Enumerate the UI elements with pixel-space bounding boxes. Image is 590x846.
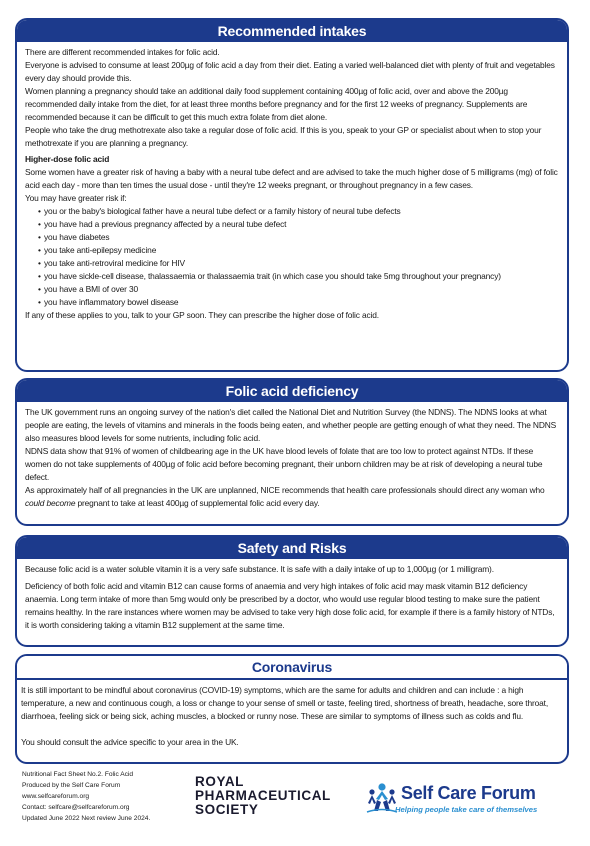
deficiency-body bbox=[17, 402, 567, 513]
people-figures-icon bbox=[365, 781, 399, 815]
emphasis-text: could become bbox=[25, 498, 76, 508]
deficiency-paragraph: The UK government runs an ongoing survey of the nation's diet called the National Diet and Nutrition Survey (the NDNS). The NDNS looks at what people are eating, the levels of vitamins and minerals in the foods being eaten, and whether people are getting enough of what they need. The NDNS also measures blood levels for some nutrients, including folic acid. bbox=[25, 407, 557, 443]
producer-text: Produced by the Self Care Forum bbox=[22, 782, 121, 789]
recommended-intakes-heading: Recommended intakes bbox=[17, 20, 567, 42]
intakes-paragraph: Women planning a pregnancy should take an additional daily food supplement containing 400µg of folic acid, over and above the 200µg recommended daily intake from the diet, for at least three months before pregnancy and for the first 12 weeks of pregnancy. Supplements are recommended because it can be difficult to get this much extra folate from diet alone. bbox=[25, 86, 528, 122]
list-item: • you take anti-epilepsy medicine bbox=[38, 244, 559, 257]
list-item: • you have inflammatory bowel disease bbox=[38, 296, 559, 309]
safety-and-risks-section bbox=[15, 535, 569, 647]
coronavirus-paragraph: You should consult the advice specific to your area in the UK. bbox=[21, 737, 239, 747]
recommended-intakes-body bbox=[17, 42, 567, 325]
fact-sheet-title: Nutritional Fact Sheet No.2. Folic Acid bbox=[22, 771, 134, 778]
safety-paragraph: Because folic acid is a water soluble vitamin it is a very safe substance. It is safe with a daily intake of up to 1,000µg (or 1 milligram). bbox=[25, 564, 494, 574]
self-care-forum-name: Self Care Forum bbox=[401, 783, 536, 803]
coronavirus-paragraph: It is still important to be mindful about coronavirus (COVID-19) symptoms, which are the same for adults and children and can include : a high temperature, a new and continuous cough, a loss or change to your sense of smell or taste, feeling tired, shortness of breath, headache, sore throat, diarrhoea, feeling sick or being sick, aching muscles, a blocked or runny nose. These are similar to symptoms of illness such as colds and flu. bbox=[21, 685, 549, 721]
self-care-forum-tagline: Helping people take care of themselves bbox=[395, 805, 538, 814]
website-link[interactable]: www.selfcareforum.org bbox=[22, 793, 90, 800]
list-item: • you have diabetes bbox=[38, 231, 559, 244]
safety-heading: Safety and Risks bbox=[17, 537, 567, 559]
safety-paragraph: Deficiency of both folic acid and vitamin B12 can cause forms of anaemia and very high intakes of folic acid may mask vitamin B12 deficiency anaemia. Long term intake of more than 5mg would only be prescribed by a doctor, who would use regular blood testing to make sure the patient remains healthy. In the rare instances where women may be advised to take very high dose folic acid, for example if there is a family history of NTDs, it is worth considering taking a vitamin B12 supplement at the same time. bbox=[25, 581, 555, 630]
deficiency-paragraph: NDNS data show that 91% of women of childbearing age in the UK have blood levels of folate that are too low to protect against NTDs. If these women do not take supplements of 400µg of folic acid before becoming pregnant, their unborn children may be at risk of developing a neural tube defect. bbox=[25, 446, 543, 482]
list-item: • you or the baby's biological father have a neural tube defect or a family history of neural tube defects bbox=[38, 205, 559, 218]
intakes-paragraph: Some women have a greater risk of having a baby with a neural tube defect and are advised to take the much higher dose of 5 milligrams (mg) of folic acid each day - more than ten times the usual dose - until they're 12 weeks pregnant, or throughout pregnancy in a few cases. bbox=[25, 167, 558, 190]
coronavirus-body bbox=[17, 680, 567, 752]
folic-acid-deficiency-section bbox=[15, 378, 569, 526]
safety-body bbox=[17, 559, 567, 635]
intakes-paragraph: There are different recommended intakes for folic acid. bbox=[25, 47, 220, 57]
list-item: • you take anti-retroviral medicine for HIV bbox=[38, 257, 559, 270]
intakes-paragraph: People who take the drug methotrexate also take a regular dose of folic acid. If this is you, speak to your GP or specialist about when to stop your methotrexate if you are planning a pregnancy. bbox=[25, 125, 542, 148]
self-care-forum-logo bbox=[365, 781, 580, 821]
higher-dose-subheading: Higher-dose folic acid bbox=[25, 154, 110, 164]
risk-list bbox=[25, 205, 559, 309]
contact-email[interactable]: Contact: selfcare@selfcareforum.org bbox=[22, 804, 130, 811]
intakes-paragraph: Everyone is advised to consume at least 200µg of folic acid a day from their diet. Eating a varied well-balanced diet with plenty of fruit and vegetables every day should provide this. bbox=[25, 60, 555, 83]
list-item: • you have had a previous pregnancy affected by a neural tube defect bbox=[38, 218, 559, 231]
deficiency-heading: Folic acid deficiency bbox=[17, 380, 567, 402]
list-item: • you have sickle-cell disease, thalassaemia or thalassaemia trait (in which case you should take 5mg throughout your pregnancy) bbox=[38, 270, 559, 283]
footer-info bbox=[22, 769, 150, 824]
intakes-paragraph: You may have greater risk if: bbox=[25, 193, 127, 203]
coronavirus-heading: Coronavirus bbox=[17, 656, 567, 680]
intakes-paragraph: If any of these applies to you, talk to your GP soon. They can prescribe the higher dose of folic acid. bbox=[25, 310, 379, 320]
recommended-intakes-section bbox=[15, 18, 569, 372]
list-item: • you have a BMI of over 30 bbox=[38, 283, 559, 296]
review-date: Updated June 2022 Next review June 2024. bbox=[22, 815, 151, 822]
royal-pharmaceutical-society-logo: ROYAL PHARMACEUTICAL SOCIETY bbox=[195, 774, 331, 817]
deficiency-paragraph: As approximately half of all pregnancies in the UK are unplanned, NICE recommends that health care professionals should direct any woman who could become pregnant to take at least 400µg of supplemental folic acid every day. bbox=[25, 485, 545, 508]
coronavirus-section bbox=[15, 654, 569, 764]
